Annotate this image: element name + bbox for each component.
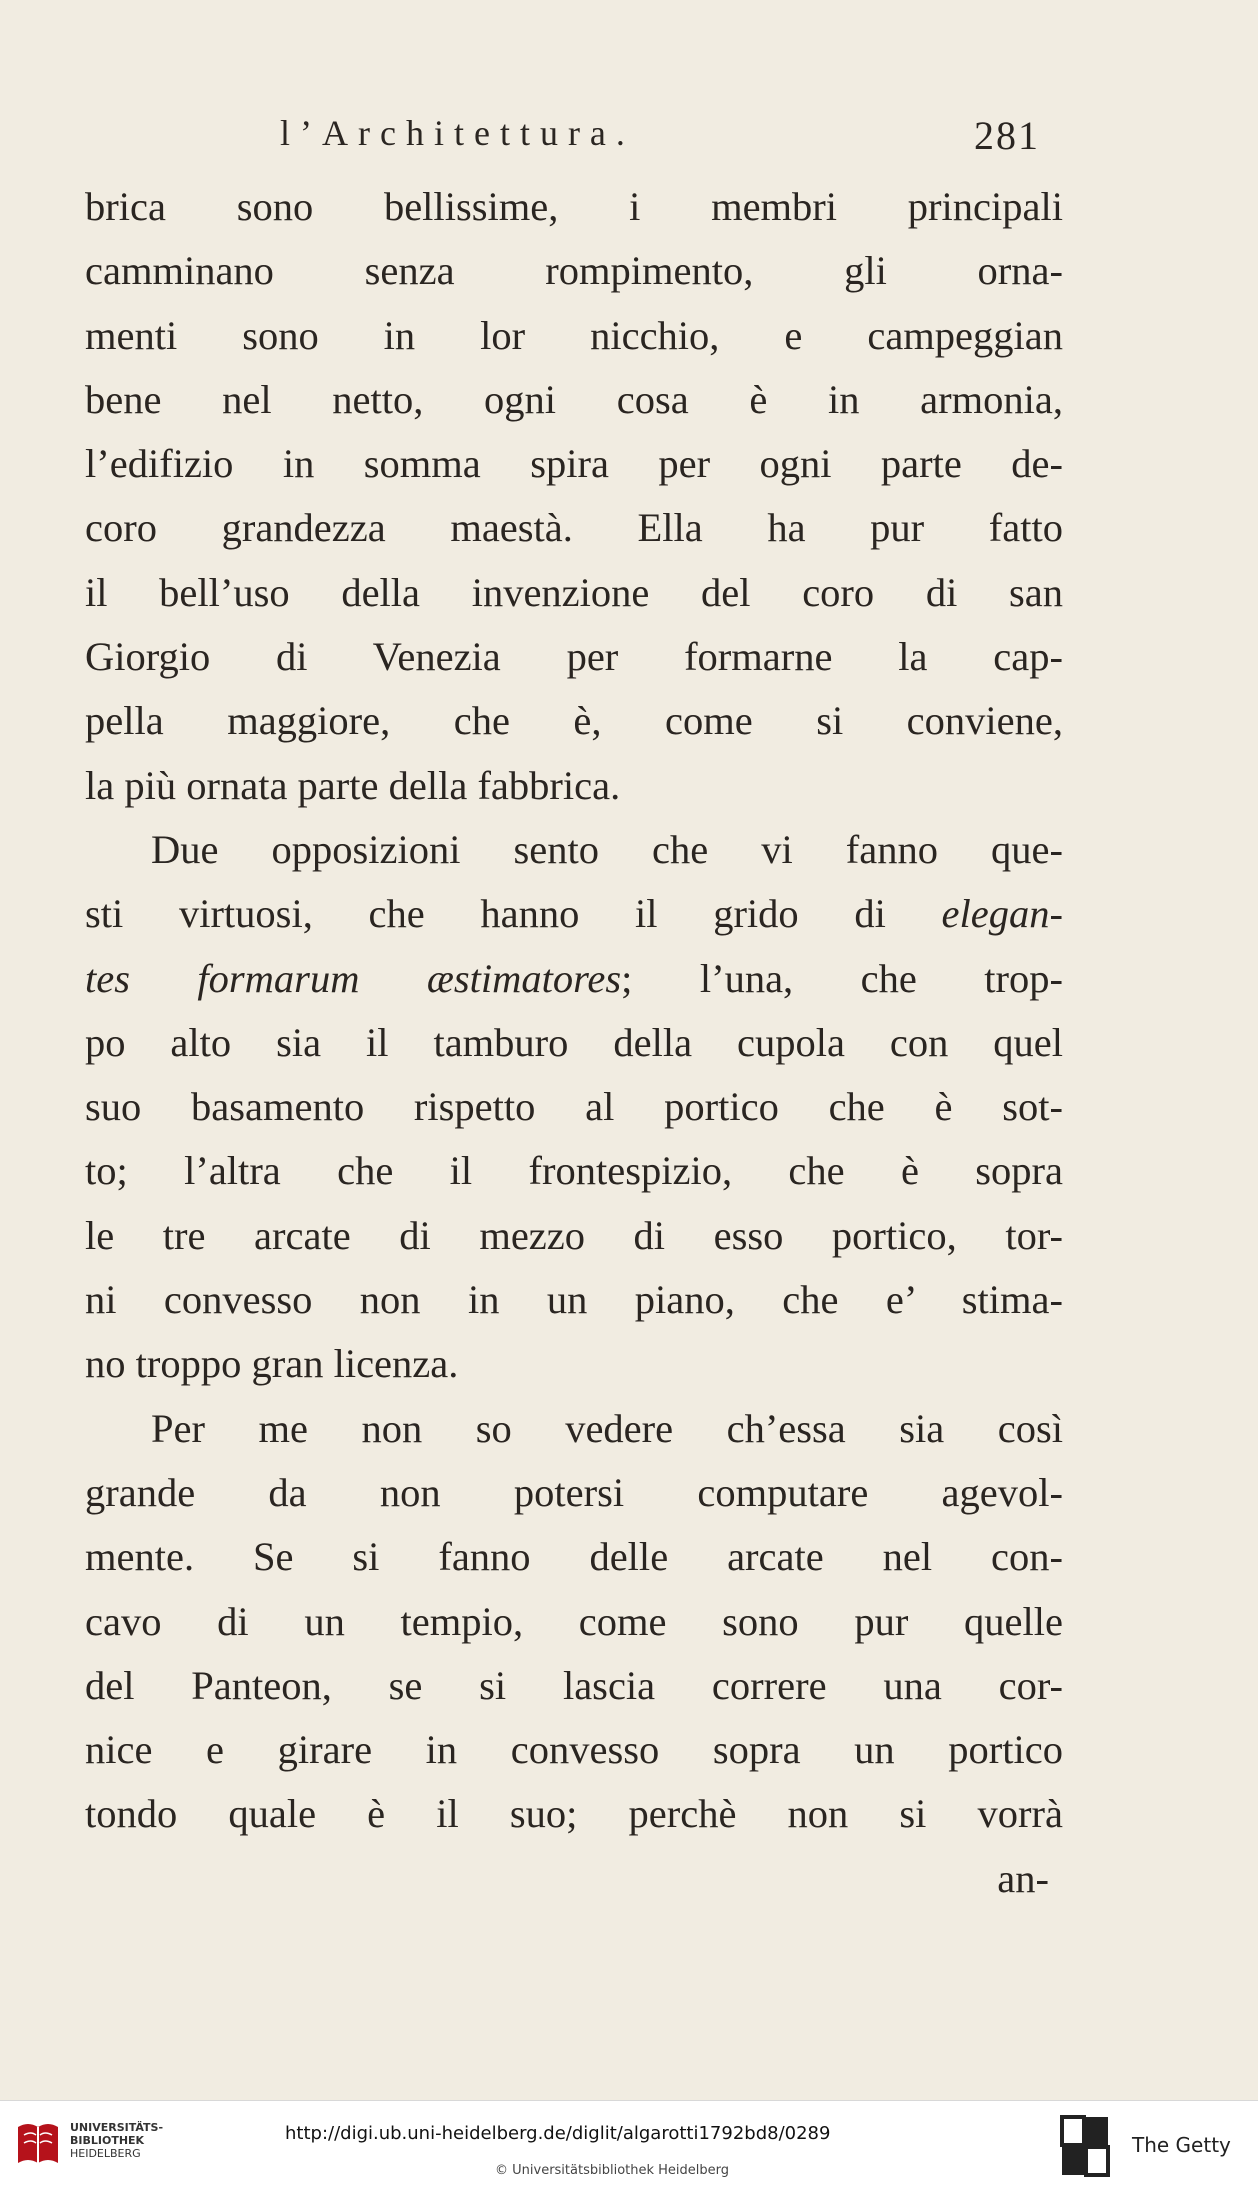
text-line: Giorgio di Venezia per formarne la cap- [85, 634, 1063, 680]
text-line: le tre arcate di mezzo di esso portico, tor- [85, 1212, 1063, 1258]
text-run: sti virtuosi, che hanno il grido di [85, 891, 942, 937]
partner-name: The Getty [1132, 2133, 1231, 2157]
text-line: la più ornata parte della fabbrica. [85, 762, 621, 808]
text-line: suo basamento rispetto al portico che è sot- [85, 1084, 1063, 1130]
text-line: Per me non so vedere ch’essa sia così [151, 1405, 1063, 1451]
text-line: no troppo gran licenza. [85, 1341, 459, 1387]
library-name-line: BIBLIOTHEK [70, 2134, 145, 2147]
text-line: Due opposizioni sento che vi fanno que- [151, 826, 1063, 872]
text-line: bene nel netto, ogni cosa è in armonia, [85, 376, 1063, 422]
catchword: an- [997, 1855, 1049, 1901]
text-line-with-italic [85, 947, 1063, 1011]
university-library-logo-icon [14, 2119, 62, 2171]
text-line: tondo quale è il suo; perchè non si vorrà [85, 1791, 1063, 1837]
getty-logo-icon [1060, 2115, 1110, 2177]
permalink-url[interactable]: http://digi.ub.uni-heidelberg.de/diglit/algarotti1792bd8/0289 [285, 2123, 831, 2144]
text-line: l’edifizio in somma spira per ogni parte de- [85, 441, 1063, 487]
text-line: ni convesso non in un piano, che e’ stima- [85, 1277, 1063, 1323]
italic-run: tes formarum æstimatores [85, 955, 622, 1001]
body-text [85, 175, 1063, 1911]
running-head [280, 112, 1060, 162]
viewer-footer [0, 2100, 1258, 2194]
text-line: brica sono bellissime, i membri principali [85, 184, 1063, 229]
text-line: to; l’altra che il frontespizio, che è sopra [85, 1148, 1063, 1194]
text-line: coro grandezza maestà. Ella ha pur fatto [85, 505, 1063, 551]
text-line: menti sono in lor nicchio, e campeggian [85, 312, 1063, 358]
library-name-line: HEIDELBERG [70, 2147, 141, 2160]
library-name-line: UNIVERSITÄTS- [70, 2121, 164, 2134]
text-line: pella maggiore, che è, come si conviene, [85, 698, 1063, 744]
text-line: del Panteon, se si lascia correre una cor- [85, 1662, 1063, 1708]
text-line: cavo di un tempio, come sono pur quelle [85, 1598, 1063, 1644]
italic-run: elegan- [941, 891, 1063, 937]
text-line: po alto sia il tamburo della cupola con quel [85, 1019, 1063, 1065]
running-head-title: l’Architettura. [280, 113, 635, 153]
text-line: il bell’uso della invenzione del coro di san [85, 569, 1063, 615]
text-line: grande da non potersi computare agevol- [85, 1469, 1063, 1515]
copyright-notice: © Universitätsbibliothek Heidelberg [495, 2163, 730, 2178]
text-line-with-italic [85, 882, 1063, 946]
text-line: camminano senza rompimento, gli orna- [85, 248, 1063, 294]
text-run: ; l’una, che trop- [621, 955, 1063, 1001]
text-line: nice e girare in convesso sopra un portico [85, 1727, 1063, 1773]
library-name [70, 2121, 163, 2160]
text-line: mente. Se si fanno delle arcate nel con- [85, 1534, 1063, 1580]
page-number: 281 [974, 113, 1040, 158]
